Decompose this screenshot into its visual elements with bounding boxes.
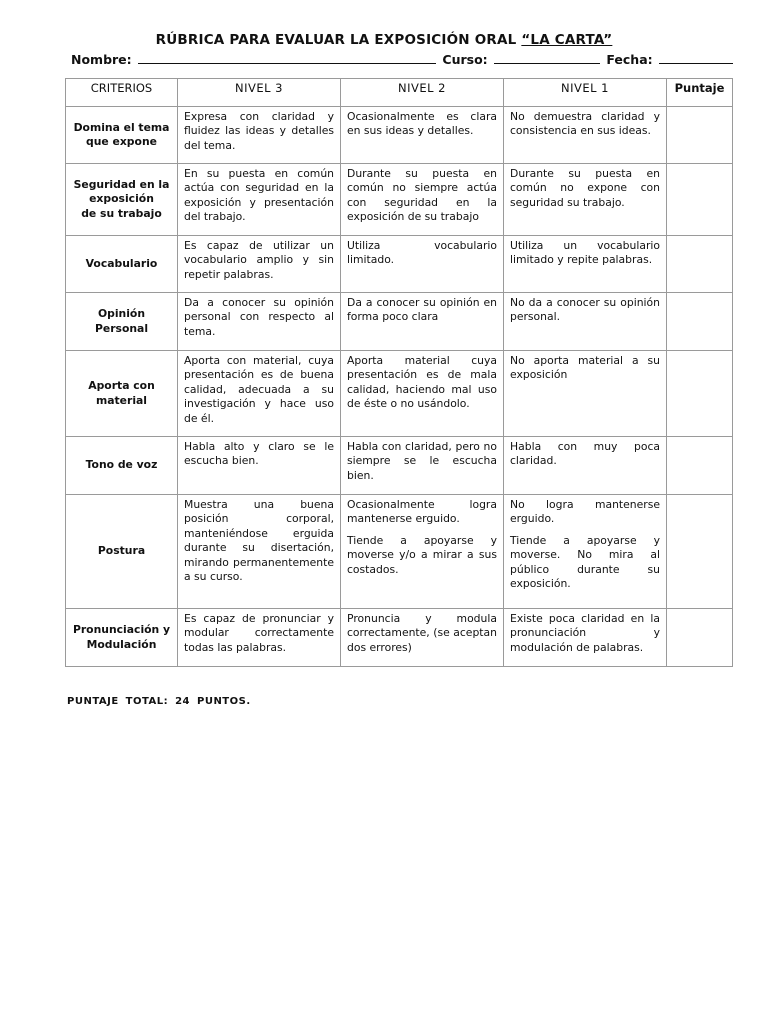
level-description: Durante su puesta en común no expone con seguridad su trabajo.: [510, 167, 660, 209]
level-description: No logra mantenerse erguido.: [510, 498, 660, 526]
level-description: Utiliza un vocabulario limitado y repite palabras.: [510, 239, 660, 267]
criterio-cell: [66, 351, 178, 437]
nivel1-cell: [504, 164, 667, 236]
nivel2-cell: [341, 437, 504, 495]
rubric-row: [66, 351, 733, 437]
nivel3-cell: [178, 495, 341, 609]
rubric-body: [66, 107, 733, 667]
criterio-line: Modulación: [86, 637, 157, 651]
criterio-cell: [66, 293, 178, 351]
rubric-table: [65, 78, 733, 667]
rubric-row: [66, 293, 733, 351]
criterio-line: Domina el tema: [73, 120, 170, 134]
criterio-line: Tono de voz: [85, 458, 158, 472]
nivel3-cell: [178, 609, 341, 667]
level-description: Durante su puesta en común no siempre actúa con seguridad en la exposición de su trabajo: [347, 167, 497, 224]
title-highlight: “LA CARTA”: [521, 32, 613, 48]
page-title: [0, 32, 768, 48]
title-prefix: RÚBRICA PARA EVALUAR LA EXPOSICIÓN ORAL: [155, 32, 517, 48]
column-header-criterios: CRITERIOS: [66, 79, 178, 107]
student-info-line: [71, 51, 721, 67]
level-description: No demuestra claridad y consistencia en sus ideas.: [510, 110, 660, 138]
criterio-cell: [66, 236, 178, 293]
nivel1-cell: [504, 437, 667, 495]
puntaje-cell[interactable]: [667, 495, 733, 609]
criterio-line: Opinión: [97, 307, 146, 321]
rubric-row: [66, 107, 733, 164]
nivel3-cell: [178, 437, 341, 495]
level-description: Habla con claridad, pero no siempre se le escucha bien.: [347, 440, 497, 482]
nivel1-cell: [504, 236, 667, 293]
column-header-nivel-1: NIVEL 1: [504, 79, 667, 107]
criterio-cell: [66, 164, 178, 236]
level-description: No da a conocer su opinión personal.: [510, 296, 660, 324]
level-description: No aporta material a su exposición: [510, 354, 660, 382]
rubric-row: [66, 609, 733, 667]
puntaje-cell[interactable]: [667, 609, 733, 667]
nivel3-cell: [178, 107, 341, 164]
column-header-nivel-3: NIVEL 3: [178, 79, 341, 107]
nivel2-cell: [341, 351, 504, 437]
criterio-cell: [66, 609, 178, 667]
rubric-row: [66, 437, 733, 495]
nivel2-cell: [341, 495, 504, 609]
level-description: En su puesta en común actúa con seguridad en la exposición y presentación del trabajo.: [184, 167, 334, 224]
table-header-row: [66, 79, 733, 107]
level-description: Habla con muy poca claridad.: [510, 440, 660, 468]
fecha-field[interactable]: [659, 51, 733, 64]
nivel3-cell: [178, 293, 341, 351]
rubric-row: [66, 236, 733, 293]
nivel3-cell: [178, 164, 341, 236]
criterio-cell: [66, 437, 178, 495]
level-description: Ocasionalmente logra mantenerse erguido.: [347, 498, 497, 526]
nivel3-cell: [178, 351, 341, 437]
criterio-line: Vocabulario: [85, 256, 158, 270]
nivel2-cell: [341, 609, 504, 667]
level-description: Aporta con material, cuya presentación es de buena calidad, adecuada a su investigación y hace uso de él.: [184, 354, 334, 425]
level-description: Es capaz de pronunciar y modular correctamente todas las palabras.: [184, 612, 334, 654]
level-description: Expresa con claridad y fluidez las ideas y detalles del tema.: [184, 110, 334, 152]
criterio-line: que expone: [86, 135, 157, 148]
level-description: Pronuncia y modula correctamente, (se aceptan dos errores): [347, 612, 497, 654]
puntaje-cell[interactable]: [667, 293, 733, 351]
column-header-puntaje: Puntaje: [667, 79, 733, 107]
level-description: Ocasionalmente es clara en sus ideas y detalles.: [347, 110, 497, 138]
criterio-line: Pronunciación y: [72, 623, 171, 637]
puntaje-cell[interactable]: [667, 351, 733, 437]
total-score: PUNTAJE TOTAL: 24 PUNTOS.: [67, 696, 251, 707]
level-description: Habla alto y claro se le escucha bien.: [184, 440, 334, 468]
rubric-row: [66, 164, 733, 236]
criterio-line: de su trabajo: [81, 206, 162, 220]
puntaje-cell[interactable]: [667, 164, 733, 236]
criterio-cell: [66, 107, 178, 164]
nivel2-cell: [341, 293, 504, 351]
curso-label: Curso:: [442, 52, 488, 67]
nivel2-cell: [341, 107, 504, 164]
level-description: Tiende a apoyarse y moverse. No mira al público durante su exposición.: [510, 533, 660, 591]
nivel1-cell: [504, 107, 667, 164]
nivel1-cell: [504, 351, 667, 437]
level-description: Utiliza vocabulario limitado.: [347, 239, 497, 267]
nivel1-cell: [504, 495, 667, 609]
nombre-label: Nombre:: [71, 52, 132, 67]
level-description: Da a conocer su opinión personal con respecto al tema.: [184, 296, 334, 338]
nivel3-cell: [178, 236, 341, 293]
puntaje-cell[interactable]: [667, 437, 733, 495]
column-header-nivel-2: NIVEL 2: [341, 79, 504, 107]
puntaje-cell[interactable]: [667, 236, 733, 293]
rubric-row: [66, 495, 733, 609]
puntaje-cell[interactable]: [667, 107, 733, 164]
level-description: Tiende a apoyarse y moverse y/o a mirar a sus costados.: [347, 533, 497, 576]
nivel2-cell: [341, 164, 504, 236]
criterio-cell: [66, 495, 178, 609]
nivel1-cell: [504, 293, 667, 351]
nivel2-cell: [341, 236, 504, 293]
criterio-line: Seguridad en la: [73, 177, 170, 191]
criterio-line: material: [95, 393, 148, 407]
fecha-label: Fecha:: [606, 52, 653, 67]
criterio-line: Postura: [97, 544, 146, 558]
nivel1-cell: [504, 609, 667, 667]
level-description: Da a conocer su opinión en forma poco clara: [347, 296, 497, 324]
level-description: Muestra una buena posición corporal, manteniéndose erguida durante su disertación, mirando permanentemente a su curso.: [184, 498, 334, 584]
nombre-field[interactable]: [138, 51, 436, 64]
criterio-line: Aporta con: [88, 379, 155, 393]
criterio-line: exposición: [89, 192, 154, 206]
curso-field[interactable]: [494, 51, 600, 64]
level-description: Es capaz de utilizar un vocabulario amplio y sin repetir palabras.: [184, 239, 334, 281]
criterio-line: Personal: [94, 321, 149, 335]
level-description: Aporta material cuya presentación es de mala calidad, haciendo mal uso de éste o no usándolo.: [347, 354, 497, 411]
level-description: Existe poca claridad en la pronunciación y modulación de palabras.: [510, 612, 660, 654]
